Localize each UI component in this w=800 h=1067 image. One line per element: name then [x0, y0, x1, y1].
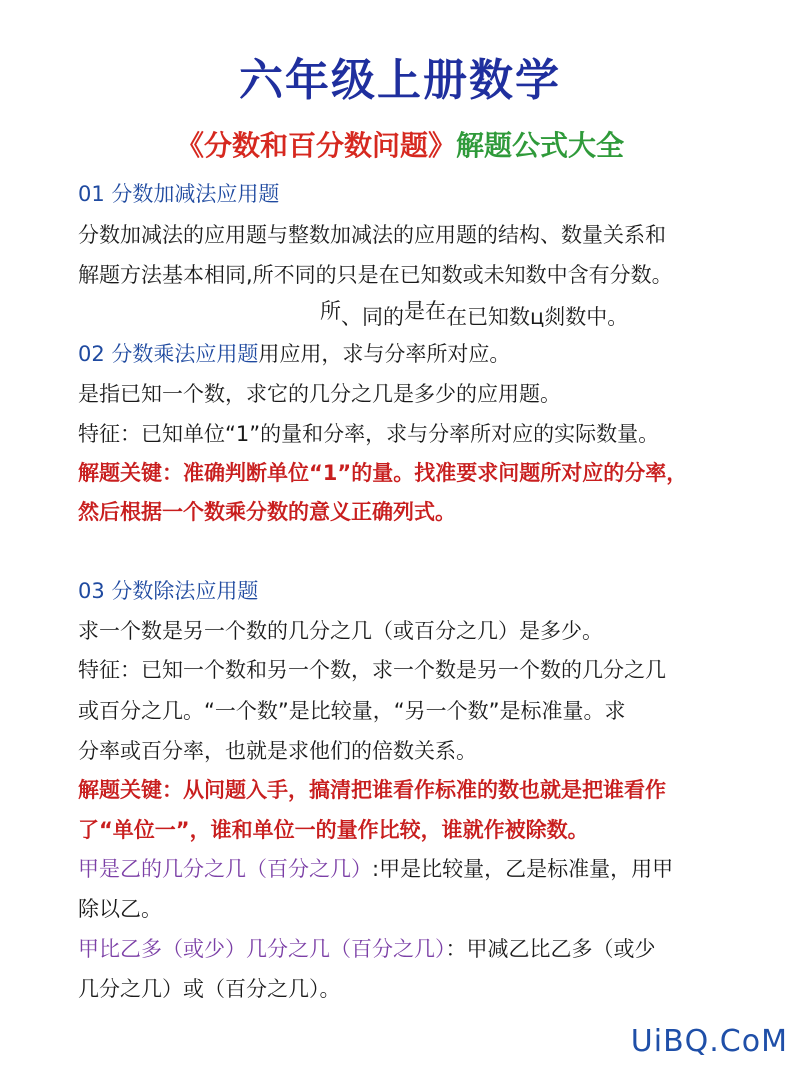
rule2-text: ：甲减乙比乙多（或少	[445, 937, 656, 961]
section2-key2: 然后根据一个数乘分数的意义正确列式。	[78, 500, 456, 524]
section1-line1: 分数加减法的应用题与整数加减法的应用题的结构、数量关系和	[78, 223, 666, 247]
section1-heading: 01 分数加减法应用题	[78, 182, 280, 206]
section3-key1: 解题关键：从问题入手，搞清把谁看作标准的数也就是把谁看作	[78, 778, 666, 802]
rule1-label: 甲是乙的几分之几（百分之几）	[78, 857, 372, 881]
section3-rule2-cont: 几分之几）或（百分之几）。	[78, 977, 341, 1001]
section2-line1: 是指已知一个数，求它的几分之几是多少的应用题。	[78, 382, 561, 406]
overlap-fragment-a: 所	[320, 299, 341, 323]
rule1-text: :甲是比较量，乙是标准量，用甲	[372, 857, 674, 881]
watermark: UiBQ.CoM	[630, 1024, 788, 1059]
section2-heading-tail: 用应用，求与分率所对应。	[258, 342, 511, 366]
overlap-fragment-c: 是在	[404, 299, 446, 323]
section1-line2: 解题方法基本相同,所不同的只是在已知数或未知数中含有分数。	[78, 263, 673, 287]
subtitle-suffix: 解题公式大全	[456, 129, 625, 162]
section2-heading-row	[78, 339, 738, 369]
subtitle-topic: 《分数和百分数问题》	[175, 129, 456, 162]
rule2-label: 甲比乙多（或少）几分之几（百分之几）	[78, 937, 446, 961]
section3-line3: 或百分之几。“一个数”是比较量，“另一个数”是标准量。求	[78, 699, 626, 723]
section3-heading: 03 分数除法应用题	[78, 579, 259, 603]
section3-rule1-cont: 除以乙。	[78, 897, 162, 921]
section1-overlap-text	[320, 299, 629, 332]
page-title: 六年级上册数学	[239, 55, 561, 106]
overlap-fragment-b: 、同的	[341, 305, 404, 329]
section3-rule2	[78, 934, 738, 964]
section3-line2: 特征：已知一个数和另一个数，求一个数是另一个数的几分之几	[78, 658, 666, 682]
section3-rule1	[78, 854, 738, 884]
page-subtitle	[0, 124, 800, 164]
section2-line2: 特征：已知单位“1”的量和分率，求与分率所对应的实际数量。	[78, 422, 660, 446]
section2-key1: 解题关键：准确判断单位“1”的量。找准要求问题所对应的分率，	[78, 461, 688, 485]
section3-line1: 求一个数是另一个数的几分之几（或百分之几）是多少。	[78, 619, 603, 643]
section2-heading: 02 分数乘法应用题	[78, 342, 259, 366]
section3-line4: 分率或百分率，也就是求他们的倍数关系。	[78, 739, 477, 763]
overlap-fragment-d: 在已知数ц剡数中。	[446, 305, 629, 329]
section3-key2: 了“单位一”，谁和单位一的量作比较，谁就作被除数。	[78, 818, 589, 842]
